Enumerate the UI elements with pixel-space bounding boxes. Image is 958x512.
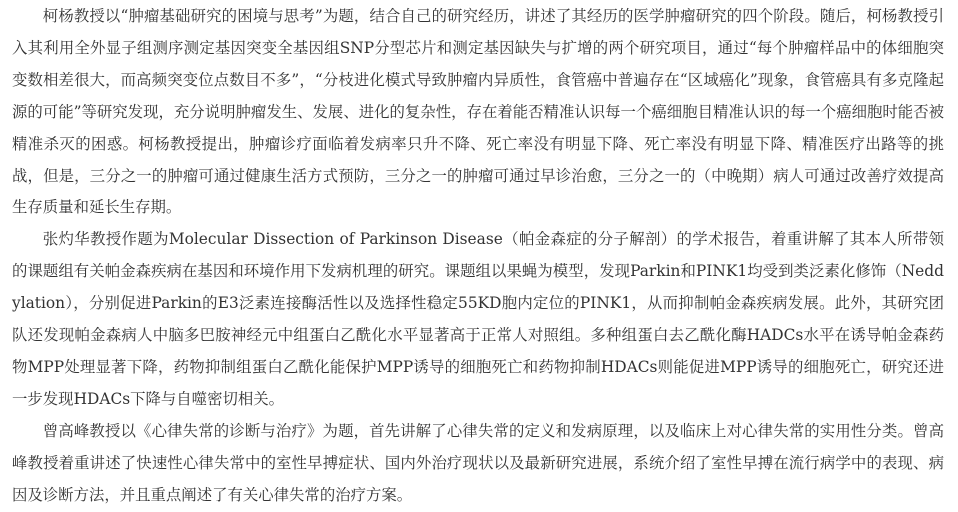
paragraph-zhang-zhuohua: 张灼华教授作题为Molecular Dissection of Parkinson Disease（帕金森症的分子解剖）的学术报告，着重讲解了其本人所带领的课题组有关帕金森疾病在基因和环境作用下发病机理的研究。课题组以果蝇为模型，发现Parkin和PINK1均受到类泛素化修饰（Neddylation），分别促进Parkin的E3泛素连接酶活性以及选择性稳定55KD胞内定位的PINK1，从而抑制帕金森疾病发展。此外，其研究团队还发现帕金森病人中脑多巴胺神经元中组蛋白乙酰化水平显著高于正常人对照组。多种组蛋白去乙酰化酶HADCs水平在诱导帕金森药物MPP处理显著下降，药物抑制组蛋白乙酰化能保护MPP诱导的细胞死亡和药物抑制HDACs则能促进MPP诱导的细胞死亡，研究还进一步发现HDACs下降与自噬密切相关。 (12, 230, 944, 408)
paragraph-ke-yang: 柯杨教授以“肿瘤基础研究的困境与思考”为题，结合自己的研究经历，讲述了其经历的医学肿瘤研究的四个阶段。随后，柯杨教授引入其利用全外显子组测序测定基因突变全基因组SNP分型芯片和测定基因缺失与扩增的两个研究项目，通过“每个肿瘤样品中的体细胞突变数相差很大，而高频突变位点数目不多”，“分枝进化模式导致肿瘤内异质性，食管癌中普遍存在“区域癌化”现象，食管癌具有多克隆起源的可能”等研究发现，充分说明肿瘤发生、发展、进化的复杂性，存在着能否精准认识每一个癌细胞目精准认识的每一个癌细胞时能否被精准杀灭的困惑。柯杨教授提出，肿瘤诊疗面临着发病率只升不降、死亡率没有明显下降、死亡率没有明显下降、精准医疗出路等的挑战，但是，三分之一的肿瘤可通过健康生活方式预防，三分之一的肿瘤可通过早诊治愈，三分之一的（中晚期）病人可通过改善疗效提高生存质量和延长生存期。 (12, 7, 944, 217)
paragraph-zeng-gaofeng: 曾高峰教授以《心律失常的诊断与治疗》为题，首先讲解了心律失常的定义和发病原理，以及临床上对心律失常的实用性分类。曾高峰教授着重讲述了快速性心律失常中的室性早搏症状、国内外治疗现状以及最新研究进展，系统介绍了室性早搏在流行病学中的表现、病因及诊断方法，并且重点阐述了有关心律失常的治疗方案。 (12, 421, 944, 504)
